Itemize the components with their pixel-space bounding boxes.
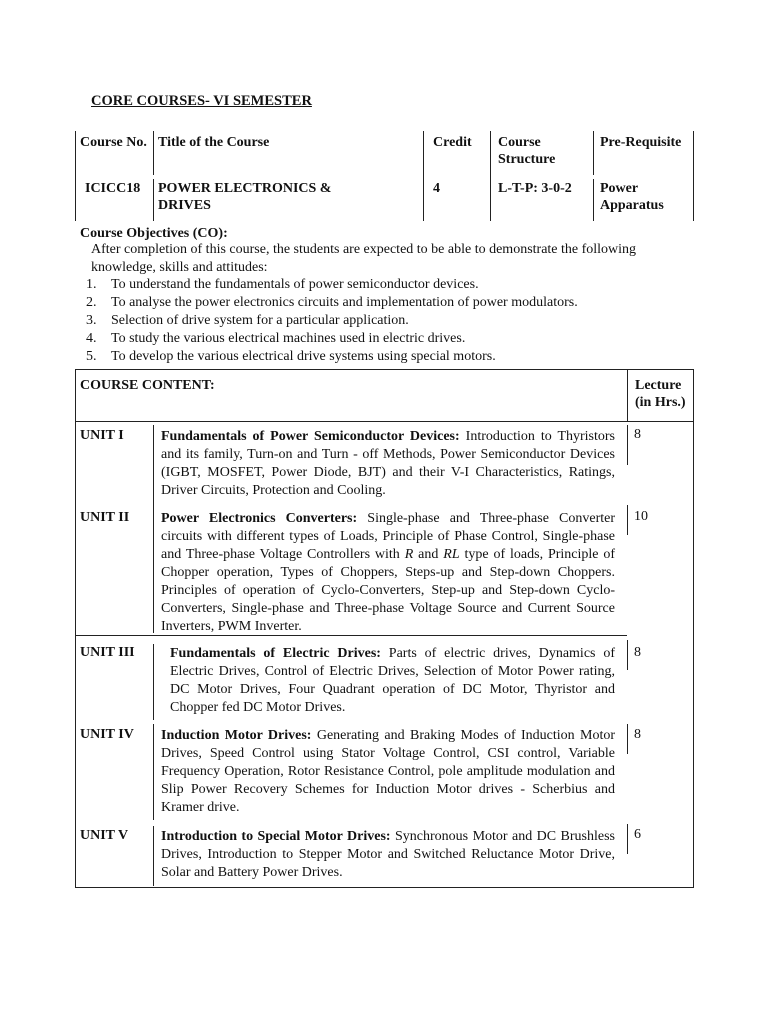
objectives-intro: After completion of this course, the students are expected to be able to demonstrate the following knowledge, skills and attitudes: [91,242,637,275]
divider [153,644,154,720]
list-item [86,312,578,330]
divider [693,131,694,221]
course-prereq: Power Apparatus [600,181,664,213]
item-number: 4. [86,331,97,346]
header-structure: Course Structure [498,135,556,167]
unit-topic: Fundamentals of Electric Drives: [170,646,381,661]
list-item [86,330,578,348]
item-text: Selection of drive system for a particular application. [111,313,409,328]
item-number: 2. [86,295,97,310]
unit-label: UNIT IV [80,727,134,742]
list-item [86,348,578,366]
divider [490,131,491,221]
unit-hours: 8 [634,645,641,660]
divider [153,724,154,820]
divider [75,131,76,221]
course-structure: L-T-P: 3-0-2 [498,181,572,196]
unit-hours: 6 [634,827,641,842]
divider [75,369,694,370]
unit-body: Single-phase and Three-phase Converter circuits with different types of Loads, Principle of Phase Control, Single-phase and Three-phase Voltage Controllers with [161,511,616,562]
unit-body: type of loads, Principle of Chopper operation, Types of Choppers, Steps-up and Step-down Choppers. Principles of operation of Cyclo-Converters, Step-up and Step-down Cyclo-Converters, Single-phase and Three-phase Voltage Source and Current Source Inverters, PWM Inverter. [161,547,616,634]
objectives-title: Course Objectives (CO): [80,226,228,241]
list-item [86,294,578,312]
item-text: To analyse the power electronics circuits and implementation of power modulators. [111,295,578,310]
item-text: To study the various electrical machines used in electric drives. [111,331,466,346]
unit-body: Parts of electric drives, Dynamics of Electric Drives, Control of Electric Drives, Selection of Motor Power rating, DC Motor Drives, Four Quadrant operation of DC Motor, Thyristor and Chopper fed DC Motor Drives. [170,646,615,715]
divider [627,824,628,854]
unit-topic: Induction Motor Drives: [161,728,312,743]
divider [627,369,628,421]
item-text: To understand the fundamentals of power semiconductor devices. [111,277,479,292]
unit-topic: Introduction to Special Motor Drives: [161,829,391,844]
lecture-header: Lecture (in Hrs.) [635,378,686,410]
header-credit: Credit [433,135,472,150]
item-text: To develop the various electrical drive systems using special motors. [111,349,496,364]
header-title: Title of the Course [158,135,270,150]
unit-description [161,727,615,817]
unit-label: UNIT I [80,428,124,443]
unit-description [161,828,615,882]
divider [153,425,154,633]
divider [153,131,154,175]
divider [75,421,694,422]
divider [153,179,154,221]
divider [627,505,628,535]
unit-body: R [404,547,414,562]
divider [153,826,154,886]
unit-hours: 8 [634,427,641,442]
unit-body: RL [443,547,460,562]
item-number: 5. [86,349,97,364]
header-course-no: Course No. [80,135,147,150]
unit-label: UNIT V [80,828,129,843]
content-title: COURSE CONTENT: [80,378,215,393]
unit-body: Generating and Braking Modes of Induction Motor Drives, Speed Control using Stator Voltage Control, CSI control, Variable Frequency Operation, Rotor Resistance Control, pole amplitude modulation and Slip Power Recovery Schemes for Induction Motor drives - Scherbius and Kramer drive. [161,728,616,815]
unit-hours: 8 [634,727,641,742]
item-number: 1. [86,277,97,292]
unit-topic: Fundamentals of Power Semiconductor Devices: [161,429,460,444]
course-code: ICICC18 [85,181,141,196]
unit-body: Synchronous Motor and DC Brushless Drives, Introduction to Stepper Motor and Switched Reluctance Motor Drive, Solar and Battery Power Drives. [161,829,615,880]
divider [593,179,594,221]
divider [627,425,628,465]
course-title: POWER ELECTRONICS & DRIVES [158,181,332,213]
unit-description [170,645,615,717]
unit-hours: 10 [634,509,648,524]
unit-description [161,428,615,500]
list-item [86,276,578,294]
header-prereq: Pre-Requisite [600,135,682,150]
unit-topic: Power Electronics Converters: [161,511,358,526]
unit-body: and [418,547,439,562]
unit-label: UNIT III [80,645,135,660]
divider [423,131,424,221]
divider [75,369,76,888]
divider [627,640,628,670]
page-heading: CORE COURSES- VI SEMESTER [91,93,312,109]
unit-label: UNIT II [80,510,130,525]
unit-description [161,510,615,636]
course-credit: 4 [433,181,440,196]
item-number: 3. [86,313,97,328]
divider [593,131,594,175]
objectives-list [86,276,578,366]
divider [693,369,694,888]
divider [75,887,694,888]
divider [627,724,628,754]
unit-body: Introduction to Thyristors and its family, Turn-on and Turn - off Methods, Power Semiconductor Devices (IGBT, MOSFET, Power Diode, BJT) and their V-I Characteristics, Ratings, Driver Circuits, Protection and Cooling. [161,429,615,498]
